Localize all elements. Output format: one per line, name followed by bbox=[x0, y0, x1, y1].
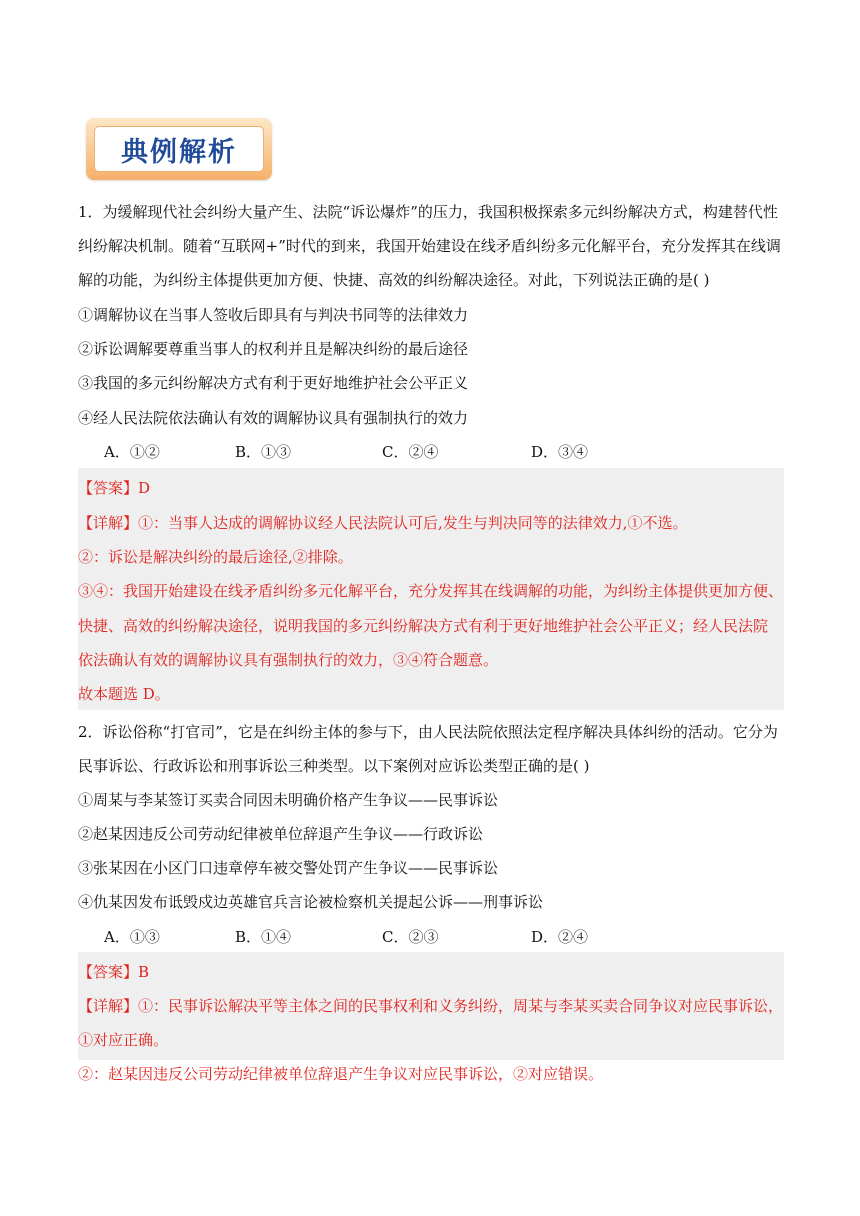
q2-item-3: ③张某因在小区门口违章停车被交警处罚产生争议——民事诉讼 bbox=[78, 859, 499, 877]
q1-item-1: ①调解协议在当事人签收后即具有与判决书同等的法律效力 bbox=[78, 306, 469, 324]
q2-item-2: ②赵某因违反公司劳动纪律被单位辞退产生争议——行政诉讼 bbox=[78, 825, 484, 843]
q1-item-2: ②诉讼调解要尊重当事人的权利并且是解决纠纷的最后途径 bbox=[78, 340, 469, 358]
q2-explanation-2: ①对应正确。 bbox=[78, 1031, 169, 1049]
q2-options bbox=[104, 927, 588, 947]
q1-option-a: A．①② bbox=[104, 443, 160, 461]
q2-option-c: C．②③ bbox=[382, 928, 439, 946]
section-banner bbox=[86, 118, 272, 180]
q1-option-c: C．②④ bbox=[382, 443, 439, 461]
q2-stem-line-2: 民事诉讼、行政诉讼和刑事诉讼三种类型。以下案例对应诉讼类型正确的是( ) bbox=[78, 757, 590, 775]
q2-item-4: ④仇某因发布诋毁戍边英雄官兵言论被检察机关提起公诉——刑事诉讼 bbox=[78, 893, 544, 911]
q1-options bbox=[104, 442, 588, 462]
q2-option-b: B．①④ bbox=[235, 928, 292, 946]
q2-explanation-1: 【详解】①：民事诉讼解决平等主体之间的民事权利和义务纠纷，周某与李某买卖合同争议对应民事诉讼， bbox=[78, 997, 784, 1015]
q1-explanation-6: 故本题选 D。 bbox=[78, 685, 170, 703]
q1-explanation-5: 依法确认有效的调解协议具有强制执行的效力，③④符合题意。 bbox=[78, 651, 499, 669]
banner-title: 典例解析 bbox=[121, 136, 237, 168]
q1-stem-line-1: 1．为缓解现代社会纠纷大量产生、法院“诉讼爆炸”的压力，我国积极探索多元纠纷解决方式，构建替代性 bbox=[78, 203, 778, 221]
q1-answer: 【答案】D bbox=[78, 479, 151, 497]
q2-option-a: A．①③ bbox=[104, 928, 160, 946]
q1-option-b: B．①③ bbox=[235, 443, 292, 461]
q2-explanation-3: ②：赵某因违反公司劳动纪律被单位辞退产生争议对应民事诉讼，②对应错误。 bbox=[78, 1065, 604, 1083]
banner-inner bbox=[94, 126, 264, 172]
q1-explanation-4: 快捷、高效的纠纷解决途径，说明我国的多元纠纷解决方式有利于更好地维护社会公平正义；经人民法院 bbox=[78, 617, 769, 635]
q1-option-d: D．③④ bbox=[531, 443, 589, 461]
q1-explanation-3: ③④：我国开始建设在线矛盾纠纷多元化解平台，充分发挥其在线调解的功能，为纠纷主体提供更加方便、 bbox=[78, 582, 784, 600]
q1-explanation-2: ②：诉讼是解决纠纷的最后途径,②排除。 bbox=[78, 548, 353, 566]
q1-stem-line-3: 解的功能，为纠纷主体提供更加方便、快捷、高效的纠纷解决途径。对此，下列说法正确的是( ) bbox=[78, 271, 710, 289]
q1-item-3: ③我国的多元纠纷解决方式有利于更好地维护社会公平正义 bbox=[78, 374, 469, 392]
q2-answer: 【答案】B bbox=[78, 963, 150, 981]
q1-item-4: ④经人民法院依法确认有效的调解协议具有强制执行的效力 bbox=[78, 409, 469, 427]
q2-item-1: ①周某与李某签订买卖合同因未明确价格产生争议——民事诉讼 bbox=[78, 791, 499, 809]
q2-option-d: D．②④ bbox=[531, 928, 589, 946]
q2-stem-line-1: 2．诉讼俗称“打官司”，它是在纠纷主体的参与下，由人民法院依照法定程序解决具体纠纷的活动。它分为 bbox=[78, 723, 778, 741]
q1-explanation-1: 【详解】①：当事人达成的调解协议经人民法院认可后,发生与判决同等的法律效力,①不选。 bbox=[78, 514, 688, 532]
q1-stem-line-2: 纠纷解决机制。随着“互联网+”时代的到来，我国开始建设在线矛盾纠纷多元化解平台，充分发挥其在线调 bbox=[78, 237, 781, 255]
